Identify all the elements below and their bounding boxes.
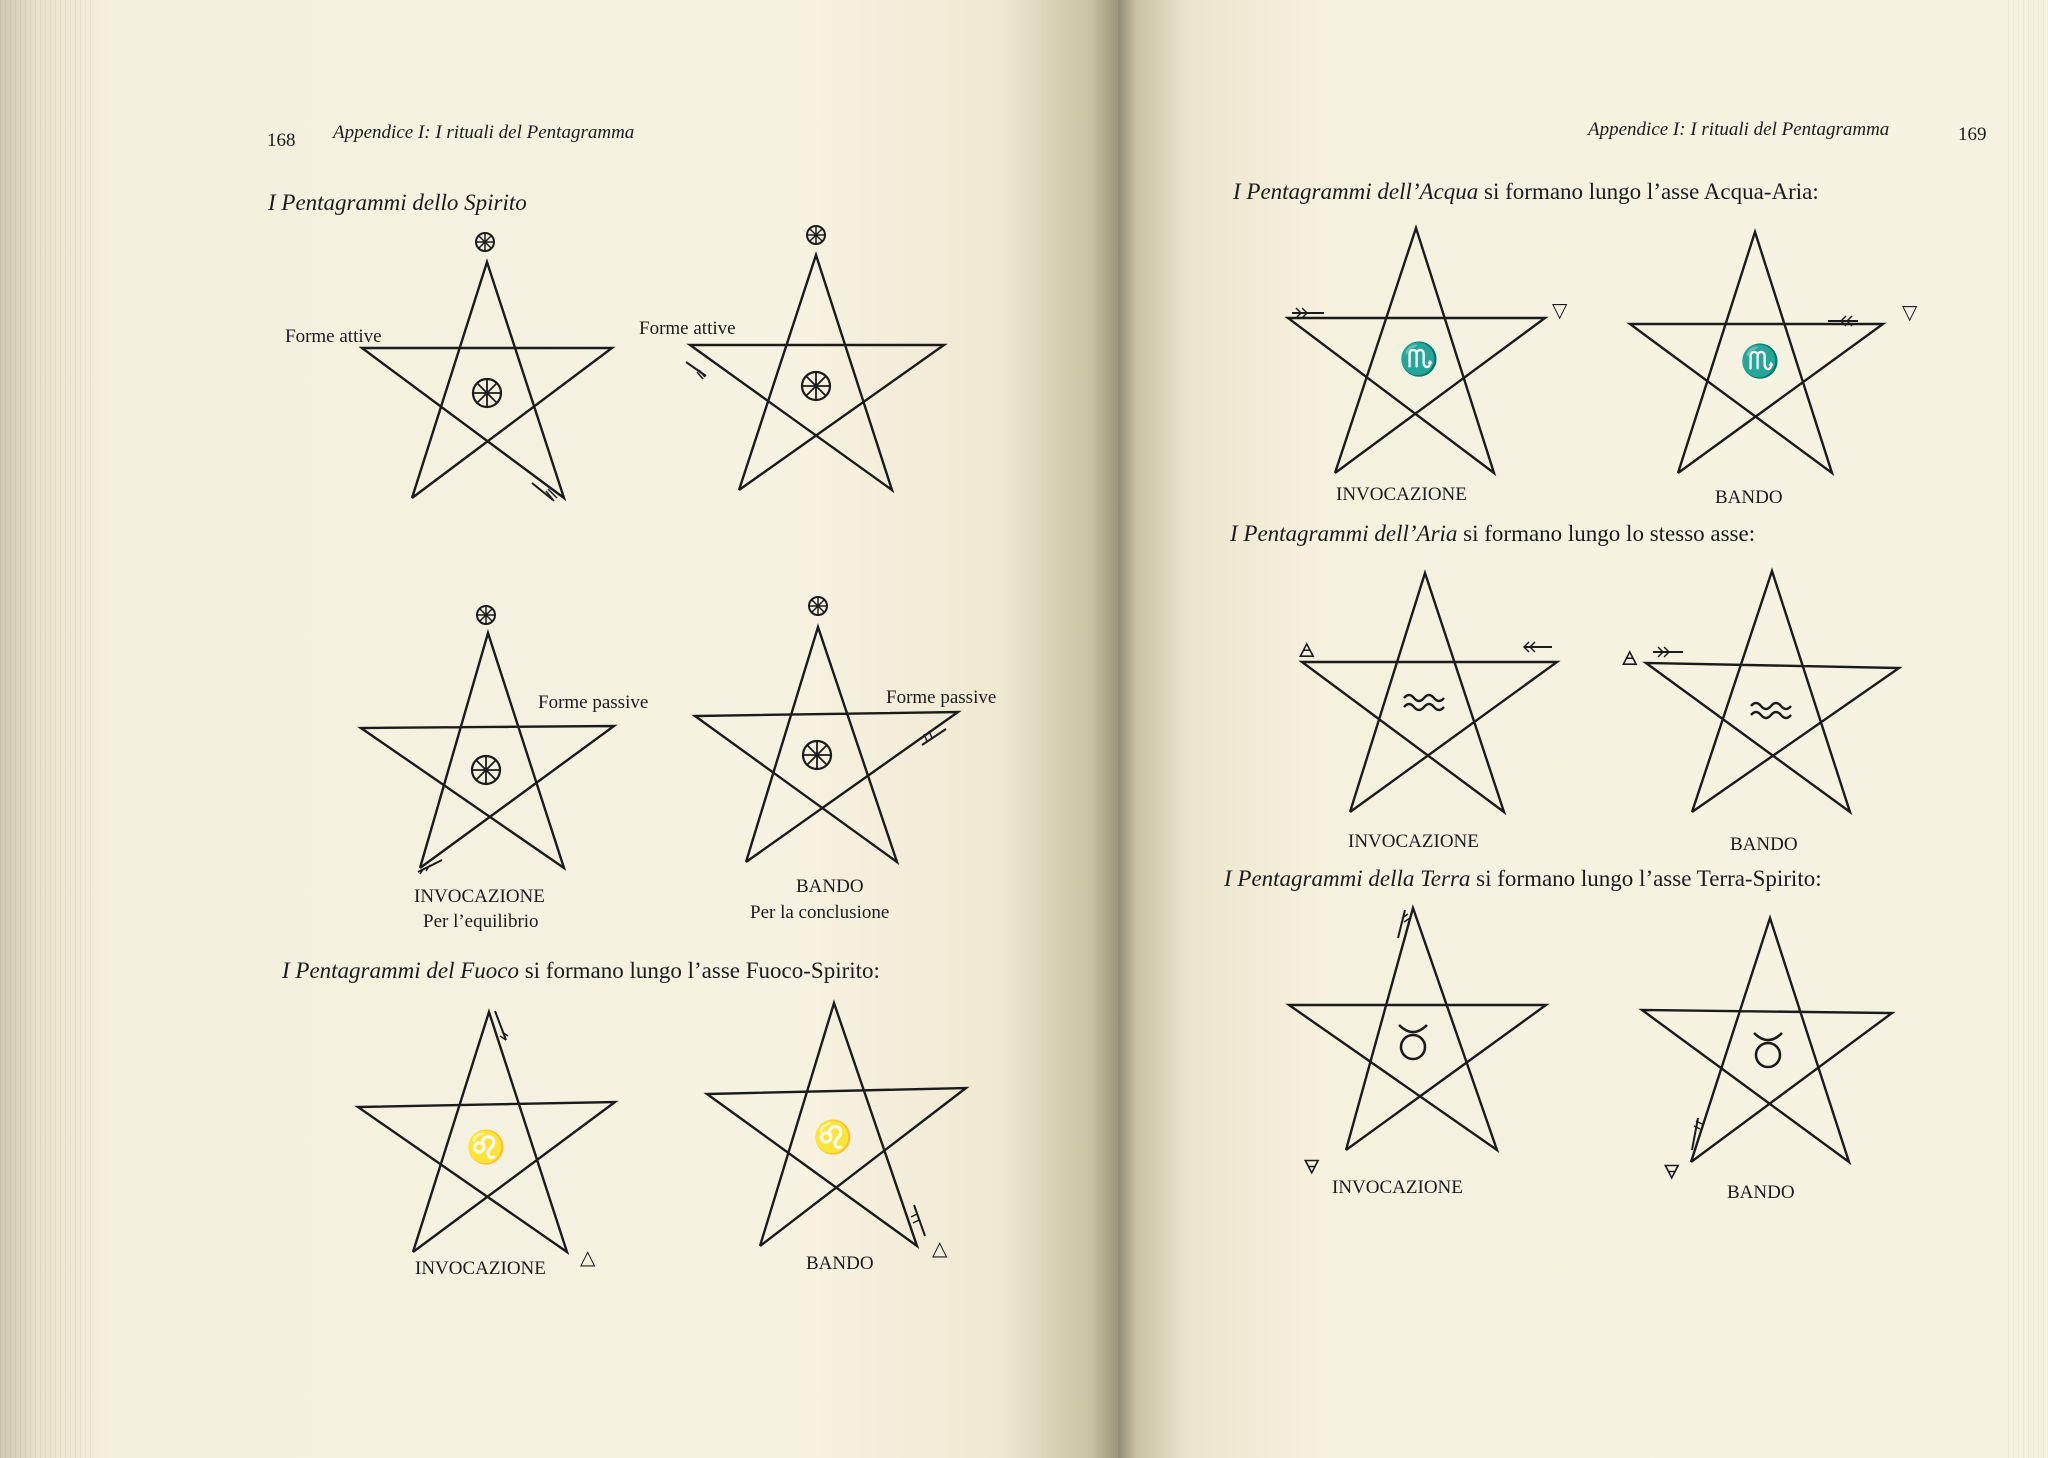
earth-triangle-icon: 🜃 xyxy=(1303,1157,1321,1179)
water-invocazione-label: INVOCAZIONE xyxy=(1336,484,1467,505)
earth-title-rest: si formano lungo l’asse Terra-Spirito: xyxy=(1476,866,1822,891)
spirit-passive-banishing-label: Forme passive xyxy=(886,687,997,708)
air-bando-label: BANDO xyxy=(1730,834,1798,855)
fire-title-italic: I Pentagrammi del Fuoco xyxy=(282,958,519,983)
right-page xyxy=(1118,0,2048,1458)
leo-sign-banish-icon: ♌ xyxy=(813,1119,853,1155)
scorpio-sign-icon: ♏ xyxy=(1399,341,1439,377)
earth-title-italic: I Pentagrammi della Terra xyxy=(1224,866,1471,891)
air-triangle-banish-icon: 🜁 xyxy=(1621,648,1639,670)
spirit-invocazione-label: INVOCAZIONE xyxy=(414,886,545,907)
scorpio-sign-banish-icon: ♏ xyxy=(1740,343,1780,379)
fire-title-rest: si formano lungo l’asse Fuoco-Spirito: xyxy=(524,958,880,983)
spirit-passive-invocation-label: Forme passive xyxy=(538,692,649,713)
spirit-bando-sub: Per la conclusione xyxy=(750,902,890,923)
running-head-left: Appendice I: I rituali del Pentagramma xyxy=(333,122,635,143)
spirit-active-banishing-label: Forme attive xyxy=(639,318,736,339)
earth-bando-label: BANDO xyxy=(1727,1182,1795,1203)
page-number-left: 168 xyxy=(267,130,296,151)
spirit-bando-label: BANDO xyxy=(796,876,864,897)
water-bando-label: BANDO xyxy=(1715,487,1783,508)
water-triangle-banish-icon: ▽ xyxy=(1902,302,1918,324)
fire-triangle-icon: △ xyxy=(580,1247,596,1269)
spirit-active-invocation-label: Forme attive xyxy=(285,326,382,347)
leo-sign-icon: ♌ xyxy=(466,1129,506,1165)
fire-triangle-banish-icon: △ xyxy=(932,1238,948,1260)
air-title-rest: si formano lungo lo stesso asse: xyxy=(1463,521,1756,546)
air-invocazione-label: INVOCAZIONE xyxy=(1348,831,1479,852)
spirit-invocazione-sub: Per l’equilibrio xyxy=(423,911,539,932)
earth-triangle-banish-icon: 🜃 xyxy=(1663,1162,1681,1184)
air-triangle-icon: 🜁 xyxy=(1298,640,1316,662)
water-title-italic: I Pentagrammi dell’Acqua xyxy=(1233,179,1479,204)
fire-bando-label: BANDO xyxy=(806,1253,874,1274)
spirit-section-title: I Pentagrammi dello Spirito xyxy=(268,190,527,215)
fire-invocazione-label: INVOCAZIONE xyxy=(415,1258,546,1279)
earth-invocazione-label: INVOCAZIONE xyxy=(1332,1177,1463,1198)
water-triangle-icon: ▽ xyxy=(1552,300,1568,322)
page-number-right: 169 xyxy=(1958,124,1987,145)
water-title-rest: si formano lungo l’asse Acqua-Aria: xyxy=(1484,179,1819,204)
earth-banishing-pentagram xyxy=(1118,0,2048,1458)
running-head-right: Appendice I: I rituali del Pentagramma xyxy=(1588,119,1890,140)
air-title-italic: I Pentagrammi dell’Aria xyxy=(1230,521,1458,546)
